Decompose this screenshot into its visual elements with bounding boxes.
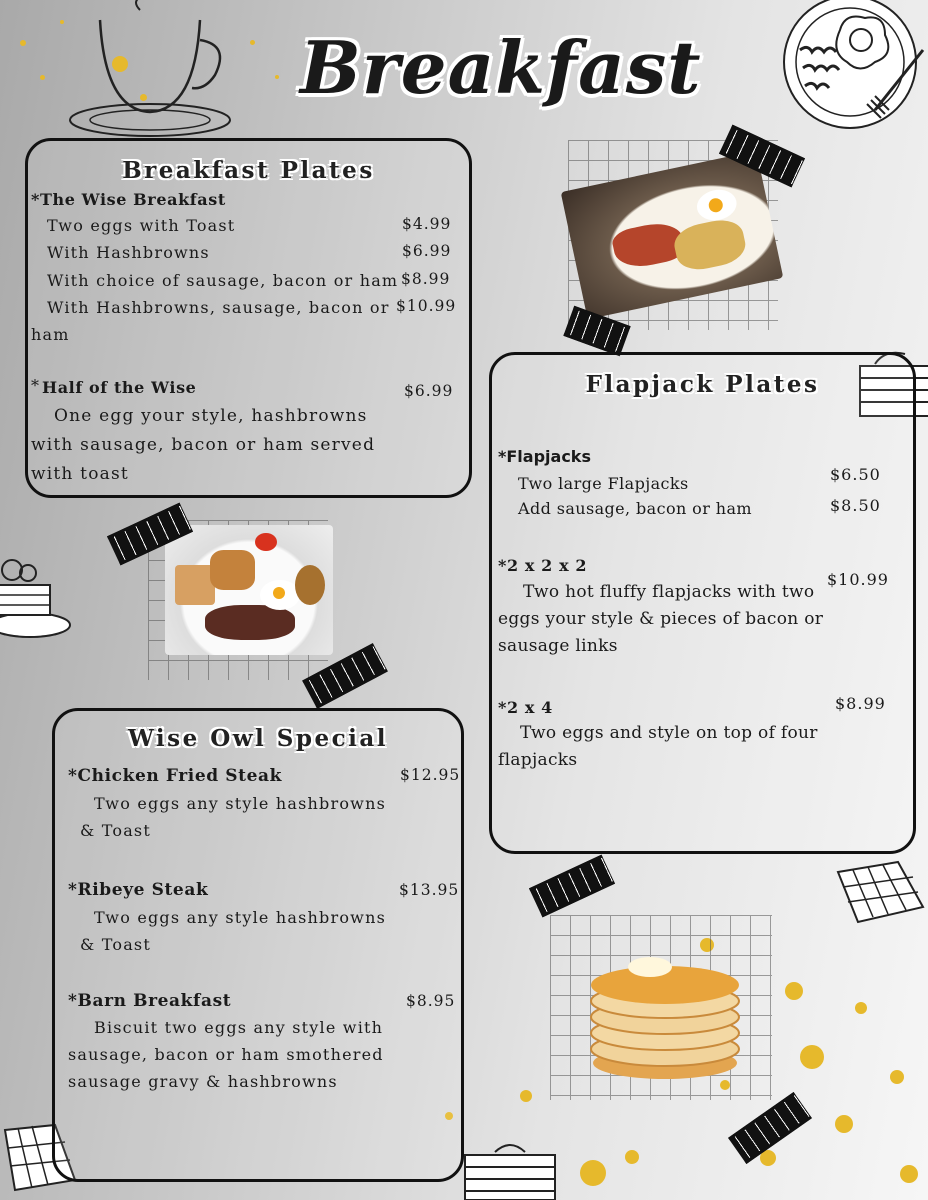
price: $8.95 (406, 992, 456, 1010)
waffle-icon (828, 852, 928, 932)
item-description: Two hot fluffy flapjacks with two eggs your style & pieces of bacon or sausage links (498, 582, 824, 656)
item-name-chicken-fried-steak: *Chicken Fried Steak (68, 766, 283, 786)
menu-line: Two large Flapjacks (518, 474, 689, 493)
item-name-barn-breakfast: *Barn Breakfast (68, 991, 232, 1011)
price: $8.50 (830, 496, 881, 515)
pancake-photo (580, 945, 750, 1085)
menu-line: Two eggs with Toast (47, 216, 236, 235)
menu-line: & Toast (80, 821, 151, 840)
coffee-cup-icon (60, 0, 240, 140)
flapjack-plates-heading: Flapjack Plates (585, 371, 820, 398)
tape-decoration (529, 855, 615, 918)
item-name-flapjacks: *Flapjacks (498, 447, 591, 466)
price: $12.95 (400, 766, 461, 784)
menu-line: & Toast (80, 935, 151, 954)
price: $10.99 (396, 297, 457, 315)
price: $13.95 (399, 881, 460, 899)
wise-owl-special-heading: Wise Owl Special (127, 725, 389, 752)
menu-line: With choice of sausage, bacon or ham (47, 271, 399, 290)
item-description: Two eggs and style on top of four flapjacks (498, 723, 818, 770)
menu-line: With Hashbrowns, sausage, bacon or (47, 298, 390, 317)
pancake-stack-icon (0, 535, 72, 655)
pancake-stack-icon (455, 1140, 565, 1200)
page-title: Breakfast (300, 25, 702, 110)
item-name-2x4: *2 x 4 (498, 698, 553, 717)
price: $6.99 (404, 382, 454, 400)
price: $8.99 (835, 694, 886, 713)
menu-line: With Hashbrowns (47, 243, 210, 262)
breakfast-plates-heading: Breakfast Plates (122, 157, 375, 184)
item-name-half-of-the-wise: Half of the Wise (42, 378, 197, 397)
item-name-2x2x2: *2 x 2 x 2 (498, 556, 588, 575)
item-name-wise-breakfast: *The Wise Breakfast (31, 190, 226, 209)
price: $10.99 (827, 570, 889, 589)
price: $6.99 (402, 242, 452, 260)
item-description: One egg your style, hashbrowns with sausage, bacon or ham served with toast (31, 406, 376, 484)
price: $4.99 (402, 215, 452, 233)
item-name-ribeye-steak: *Ribeye Steak (68, 880, 209, 900)
menu-line: Two eggs any style hashbrowns (94, 794, 386, 813)
egg-plate-icon (775, 0, 925, 130)
item-description: Biscuit two eggs any style with sausage, bacon or ham smothered sausage gravy & hashbrowns (68, 1018, 384, 1091)
menu-line: Add sausage, bacon or ham (518, 499, 752, 518)
price: $8.99 (401, 270, 451, 288)
price: $6.50 (830, 465, 881, 484)
menu-line: Two eggs any style hashbrowns (94, 908, 386, 927)
menu-line: ham (31, 325, 70, 344)
item-star: * (31, 376, 41, 395)
steak-plate-photo (165, 525, 333, 655)
